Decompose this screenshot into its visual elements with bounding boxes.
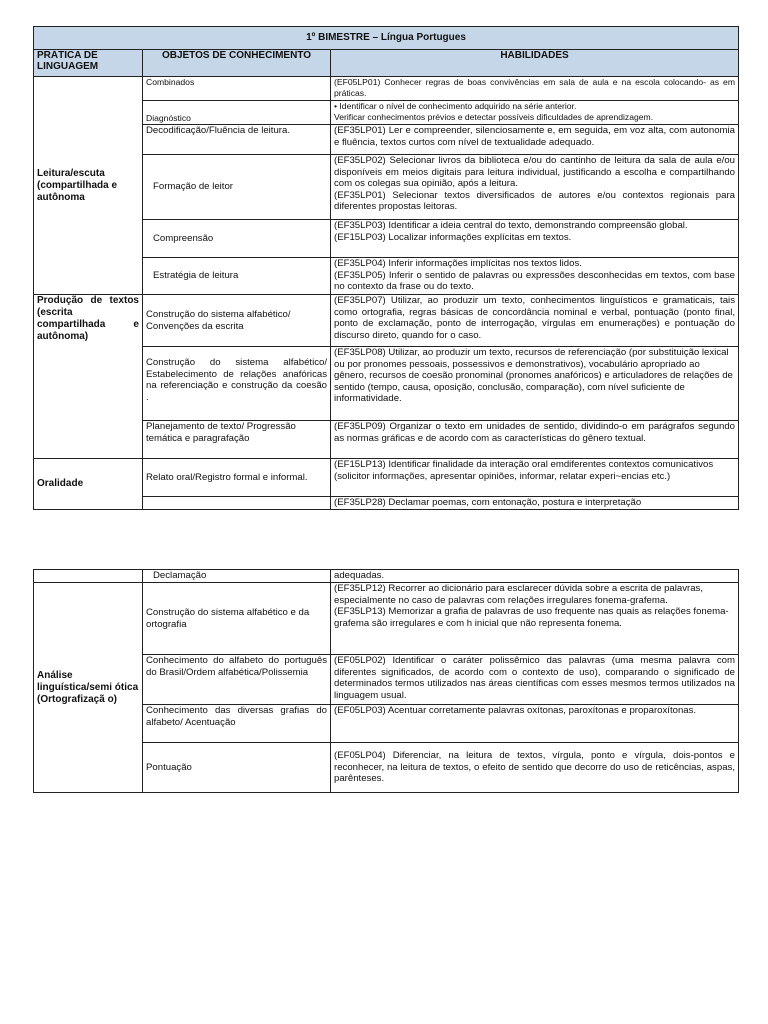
bimester-title: 1º BIMESTRE – Língua Portugues (34, 27, 739, 50)
skill-cell (331, 258, 739, 295)
skill-cell (331, 220, 739, 258)
skill-line: Verificar conhecimentos prévios e detectar possíveis dificuldades de aprendizagem. (334, 112, 654, 122)
skill-cell (331, 155, 739, 220)
skill-cell: (EF15LP13) Identificar finalidade da interação oral emdiferentes contextos comunicativos (solicitor informações, apresentar opiniões, informar, relatar experi~encias etc.) (331, 459, 739, 497)
practice-analise: Análise linguística/semi ótica (Ortografizaçã o) (34, 583, 143, 793)
skill-cell: (EF35LP08) Utilizar, ao produzir um texto, recursos de referenciação (por substituição lexical ou por pronomes pessoais, possessivos e demonstrativos), vocabulário apropriado ao gênero, recursos de coesão pronominal (pronomes anafóricos) e articuladores de relações de sentido (tempo, causa, oposição, conclusão, comparação), com nível suficiente de informatividade. (331, 347, 739, 421)
table-row (34, 295, 739, 347)
skill-line: (EF35LP13) Memorizar a grafia de palavras de uso frequente nas quais as relações fonema-grafema são irregulares e com h inicial que não representa fonema. (334, 606, 729, 629)
object-cell: Declamação (143, 570, 331, 583)
header-objetos: OBJETOS DE CONHECIMENTO (143, 50, 331, 77)
skill-cell: (EF35LP09) Organizar o texto em unidades de sentido, dividindo-o em parágrafos segundo as normas gráficas e de acordo com as características do gênero textual. (331, 421, 739, 459)
table-row (34, 459, 739, 497)
skill-cell (331, 583, 739, 655)
skill-cell: (EF05LP04) Diferenciar, na leitura de textos, vírgula, ponto e vírgula, dois-pontos e reconhecer, na leitura de textos, o efeito de sentido que decorre do uso de reticências, aspas, parênteses. (331, 743, 739, 793)
object-cell: Diagnóstico (143, 101, 331, 125)
object-cell: Pontuação (143, 743, 331, 793)
skill-cell (331, 101, 739, 125)
skill-line: (EF35LP05) Inferir o sentido de palavras ou expressões desconhecidas em textos, com base no contexto da frase ou do texto. (334, 269, 735, 293)
skill-cell: (EF05LP01) Conhecer regras de boas convivências em sala de aula e na escola colocando- as em práticas. (331, 77, 739, 101)
skill-line: (EF15LP03) Localizar informações explícitas em textos. (334, 231, 572, 243)
object-cell: Decodificação/Fluência de leitura. (143, 125, 331, 155)
practice-leitura: Leitura/escuta (compartilhada e autônoma (34, 77, 143, 295)
practice-cell (34, 570, 143, 583)
object-cell: Construção do sistema alfabético/ Estabelecimento de relações anafóricas na referenciação e construção da coesão . (143, 347, 331, 421)
practice-producao: Produção de textos (escrita compartilhada e autônoma) (34, 295, 143, 459)
skill-cell: (EF05LP02) Identificar o caráter polissêmico das palavras (uma mesma palavra com diferentes significados, de acordo com o contexto de uso), comparando o significado de determinados termos utilizados nas áreas científicas com esses mesmos termos utilizados na linguagem usual. (331, 655, 739, 705)
skill-line: (EF35LP03) Identificar a ideia central do texto, demonstrando compreensão global. (334, 220, 688, 231)
skill-line: (EF35LP01) Selecionar textos diversificados de autores e/ou contextos regionais para diferentes propostas leitoras. (334, 189, 735, 213)
header-pratica: PRÁTICA DE LINGUAGEM (34, 50, 143, 77)
table-row (34, 77, 739, 101)
object-cell: Formação de leitor (143, 155, 331, 220)
object-cell (143, 497, 331, 510)
skill-cell: adequadas. (331, 570, 739, 583)
object-cell: Combinados (143, 77, 331, 101)
skill-cell: (EF35LP07) Utilizar, ao produzir um texto, conhecimentos linguísticos e gramaticais, tais como ortografia, regras básicas de concordância nominal e verbal, pontuação (ponto final, ponto de exclamação, ponto de interrogação, vírgulas em enumerações) e pontuação do discurso direto, quando for o caso. (331, 295, 739, 347)
table-row (34, 583, 739, 655)
table-row (34, 570, 739, 583)
header-habilidades: HABILIDADES (331, 50, 739, 77)
object-cell: Construção do sistema alfabético e da ortografia (143, 583, 331, 655)
object-cell: Construção do sistema alfabético/ Convenções da escrita (143, 295, 331, 347)
curriculum-table-2 (33, 569, 739, 793)
object-cell: Estratégia de leitura (143, 258, 331, 295)
header-row (34, 50, 739, 77)
object-cell: Conhecimento das diversas grafias do alfabeto/ Acentuação (143, 705, 331, 743)
title-row (34, 27, 739, 50)
skill-line: (EF35LP04) Inferir informações implícitas nos textos lidos. (334, 258, 582, 269)
object-cell: Relato oral/Registro formal e informal. (143, 459, 331, 497)
object-cell: Planejamento de texto/ Progressão temática e paragrafação (143, 421, 331, 459)
skill-line: (EF35LP02) Selecionar livros da biblioteca e/ou do cantinho de leitura da sala de aula e/ou disponíveis em meios digitais para leitura individual, justificando a escolha e compartilhando com os colegas sua opinião, após a leitura. (334, 155, 735, 190)
skill-cell: (EF35LP28) Declamar poemas, com entonação, postura e interpretação (331, 497, 739, 510)
practice-oralidade: Oralidade (34, 459, 143, 510)
object-cell: Compreensão (143, 220, 331, 258)
curriculum-table-1 (33, 26, 739, 510)
skill-cell: (EF05LP03) Acentuar corretamente palavras oxítonas, paroxítonas e proparoxítonas. (331, 705, 739, 743)
skill-cell: (EF35LP01) Ler e compreender, silenciosamente e, em seguida, em voz alta, com autonomia e fluência, textos curtos com nível de textualidade adequado. (331, 125, 739, 155)
skill-line: (EF35LP12) Recorrer ao dicionário para esclarecer dúvida sobre a escrita de palavras, especialmente no caso de palavras com relações irregulares fonema-grafema. (334, 583, 704, 606)
object-cell: Conhecimento do alfabeto do português do Brasil/Ordem alfabética/Polissemia (143, 655, 331, 705)
skill-line: • Identificar o nível de conhecimento adquirido na série anterior. (334, 101, 735, 112)
